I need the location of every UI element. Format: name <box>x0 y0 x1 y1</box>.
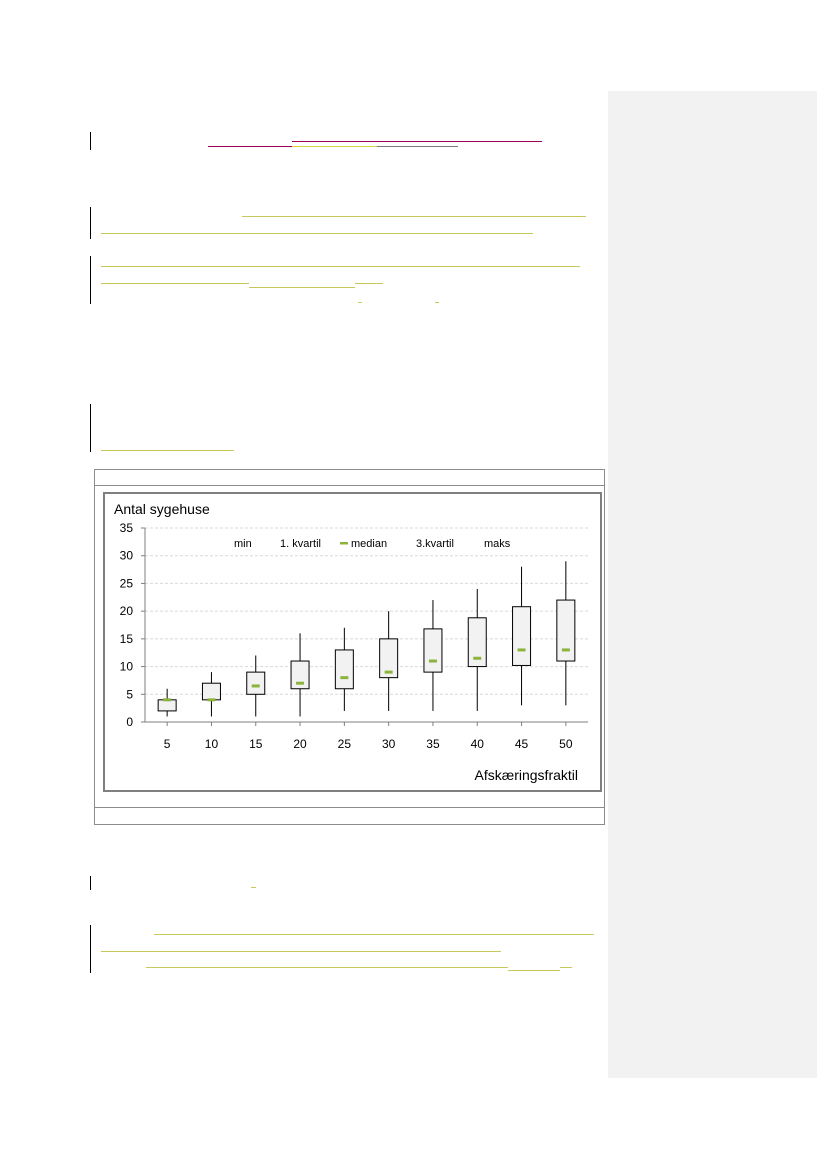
x-tick-label: 40 <box>470 737 484 751</box>
x-axis-title: Afskæringsfraktil <box>474 767 578 783</box>
y-tick-label: 15 <box>119 631 133 646</box>
y-tick-label: 0 <box>126 715 133 729</box>
x-tick-label: 30 <box>381 737 396 751</box>
y-tick-label: 10 <box>119 659 133 674</box>
median-marker <box>340 676 348 679</box>
y-tick-label: 5 <box>126 687 133 702</box>
y-axis-title: Antal sygehuse <box>114 501 210 517</box>
median-marker <box>518 648 526 651</box>
iqr-box <box>335 650 353 689</box>
x-tick-label: 20 <box>293 737 307 751</box>
median-marker <box>252 684 260 687</box>
x-tick-label: 15 <box>249 737 263 751</box>
median-marker <box>207 698 215 701</box>
legend-min: min <box>234 538 252 550</box>
median-marker <box>296 682 304 685</box>
y-tick-label: 30 <box>119 548 133 563</box>
y-tick-label: 25 <box>119 576 133 591</box>
median-marker <box>429 660 437 663</box>
iqr-box <box>557 600 575 661</box>
iqr-box <box>513 607 531 666</box>
legend-median-swatch <box>340 542 348 545</box>
median-marker <box>562 648 570 651</box>
legend-max: maks <box>484 538 511 550</box>
x-tick-label: 5 <box>163 737 171 751</box>
y-tick-label: 20 <box>119 604 133 619</box>
median-marker <box>163 698 171 701</box>
legend-q1: 1. kvartil <box>280 538 321 550</box>
iqr-box <box>247 672 265 694</box>
y-tick-label: 35 <box>119 521 133 535</box>
x-tick-label: 50 <box>559 737 573 751</box>
median-marker <box>473 657 481 660</box>
x-tick-label: 10 <box>204 737 219 751</box>
legend-q3: 3.kvartil <box>416 538 454 550</box>
iqr-box <box>158 700 176 711</box>
iqr-box <box>424 629 442 672</box>
x-tick-label: 25 <box>337 737 352 751</box>
x-tick-label: 35 <box>426 737 440 751</box>
iqr-box <box>202 683 220 700</box>
median-marker <box>385 671 393 674</box>
legend-median: median <box>351 538 388 550</box>
x-tick-label: 45 <box>514 737 529 751</box>
